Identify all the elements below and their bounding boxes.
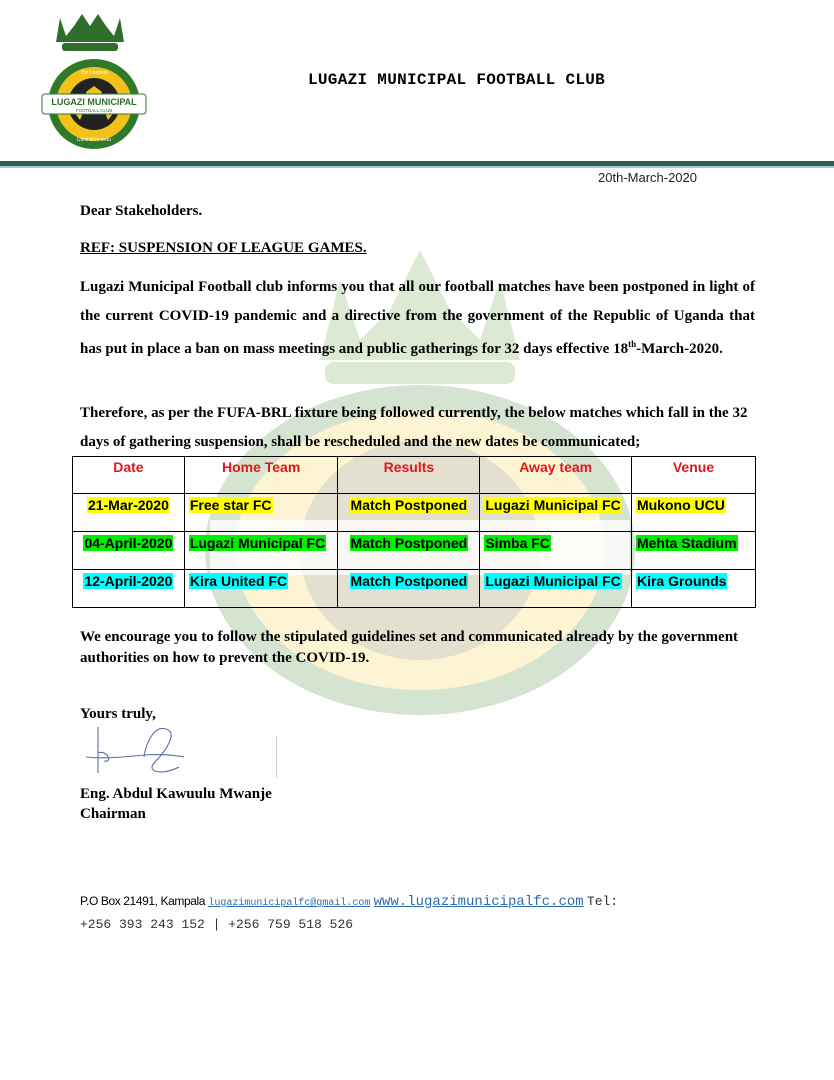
header-date: Date: [73, 457, 185, 494]
cell-text: Mukono UCU: [636, 497, 725, 513]
letter-date: 20th-March-2020: [598, 170, 697, 185]
crown-icon: [56, 14, 124, 51]
cell-text: 21-Mar-2020: [87, 497, 169, 513]
header-away-team: Away team: [480, 457, 632, 494]
paragraph-intro: [80, 273, 755, 364]
cell-text: Match Postponed: [350, 535, 468, 551]
cell-text: Match Postponed: [350, 573, 468, 589]
table-row: [73, 532, 756, 570]
reference-line: REF: SUSPENSION OF LEAGUE GAMES.: [80, 240, 367, 256]
header-venue: Venue: [631, 457, 755, 494]
phone-numbers: +256 393 243 152 | +256 759 518 526: [80, 917, 354, 932]
email-link[interactable]: lugazimunicipalfc@gmail.com: [208, 898, 371, 909]
cell-date: [73, 532, 185, 570]
cell-text: Kira United FC: [189, 573, 288, 589]
cell-away-team: [480, 532, 632, 570]
cell-venue: [631, 494, 755, 532]
cell-text: Free star FC: [189, 497, 272, 513]
logo-name-text: LUGAZI MUNICIPAL: [51, 97, 137, 107]
cell-date: [73, 570, 185, 608]
paragraph-intro-end: -March-2020.: [636, 341, 723, 357]
cell-home-team: [184, 494, 338, 532]
cell-date: [73, 494, 185, 532]
salutation: Dear Stakeholders.: [80, 203, 203, 219]
cell-text: Lugazi Municipal FC: [485, 497, 621, 513]
table-header-row: [73, 457, 756, 494]
logo-motto-text: Ushindi ni wetu: [77, 137, 111, 143]
table-row: [73, 494, 756, 532]
cell-venue: [631, 532, 755, 570]
cell-text: Lugazi Municipal FC: [485, 573, 621, 589]
cell-home-team: [184, 532, 338, 570]
closing: Yours truly,: [80, 706, 156, 722]
cell-text: Lugazi Municipal FC: [189, 535, 326, 551]
cell-text: Simba FC: [485, 535, 550, 551]
cell-home-team: [184, 570, 338, 608]
paragraph-guidelines: We encourage you to follow the stipulated guidelines set and communicated already by the government authorities on how to prevent the COVID-19.: [80, 629, 739, 666]
cell-result: [338, 570, 480, 608]
header-divider-accent: [0, 166, 834, 168]
cell-result: [338, 532, 480, 570]
cell-away-team: [480, 570, 632, 608]
cell-text: 04-April-2020: [84, 535, 173, 551]
signatory: [80, 784, 272, 824]
cell-away-team: [480, 494, 632, 532]
header-home-team: Home Team: [184, 457, 338, 494]
cell-text: Mehta Stadium: [636, 535, 737, 551]
fixtures-table: [72, 456, 756, 608]
club-logo: [38, 12, 150, 152]
postal-address: P.O Box 21491, Kampala: [80, 894, 206, 908]
signatory-title: Chairman: [80, 806, 146, 822]
cell-text: Match Postponed: [350, 497, 468, 513]
website-link[interactable]: www.lugazimunicipalfc.com: [373, 894, 584, 910]
table-row: [73, 570, 756, 608]
cell-venue: [631, 570, 755, 608]
signature: [84, 723, 214, 779]
cell-result: [338, 494, 480, 532]
header-results: Results: [338, 457, 480, 494]
cell-text: Kira Grounds: [636, 573, 727, 589]
tel-label: Tel:: [586, 894, 619, 909]
footer-contacts: [80, 891, 760, 935]
ordinal-suffix: th: [628, 339, 637, 349]
club-title: LUGAZI MUNICIPAL FOOTBALL CLUB: [308, 71, 606, 89]
divider-line: [276, 736, 277, 778]
logo-top-text: The Leaders: [79, 70, 109, 76]
paragraph-intro-text: Lugazi Municipal Football club informs you that all our football matches have been postponed in light of the current COVID-19 pandemic and a directive from the government of the Republic of Uganda that has put in place a ban on mass meetings and public gatherings for 32 days effective 18: [80, 279, 755, 357]
logo-sub-text: FOOTBALL CLUB: [75, 108, 113, 113]
signatory-name: Eng. Abdul Kawuulu Mwanje: [80, 786, 272, 802]
cell-text: 12-April-2020: [84, 573, 173, 589]
paragraph-fixtures: Therefore, as per the FUFA-BRL fixture being followed currently, the below matches which fall in the 32 days of gathering suspension, shall be rescheduled and the new dates be communicated;: [80, 405, 748, 450]
